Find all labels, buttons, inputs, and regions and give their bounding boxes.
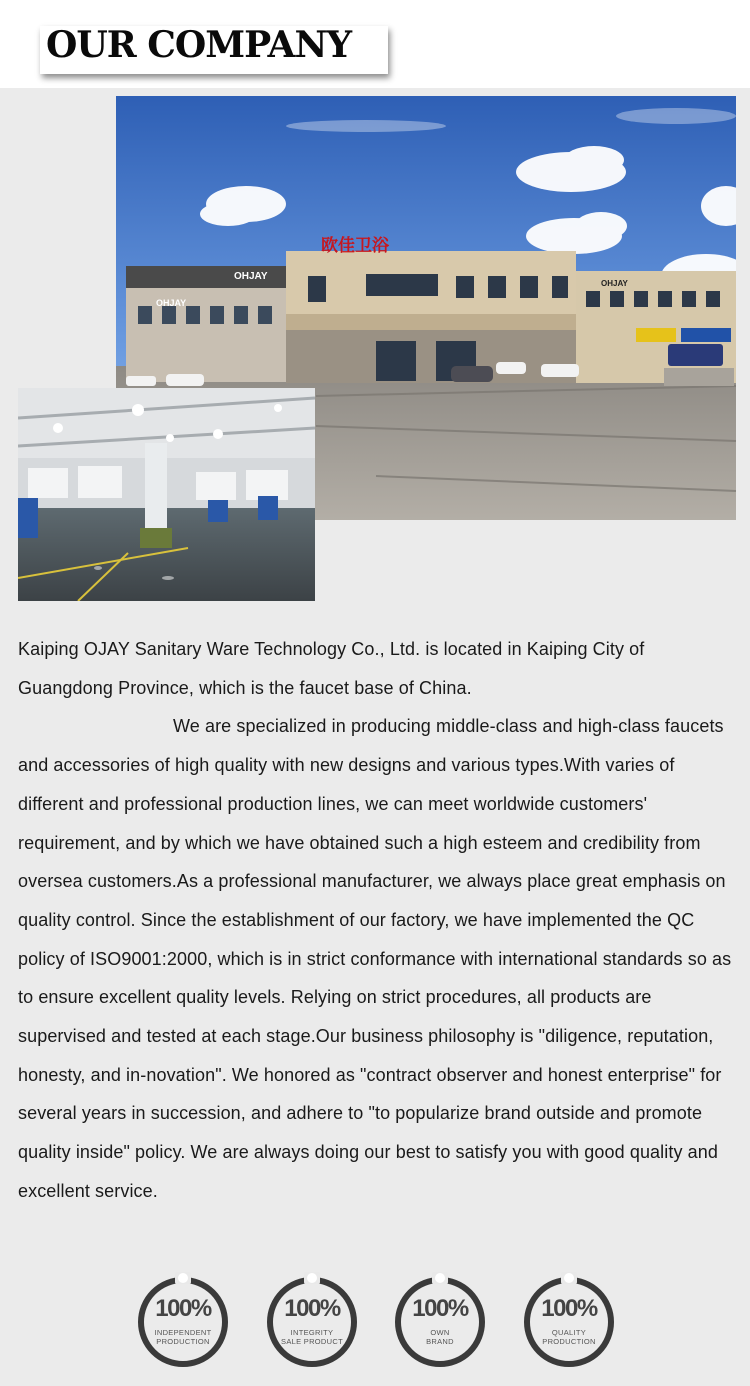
- description-paragraph-2-text: We are specialized in producing middle-class and high-class faucets and accessories of high quality with new designs and various types.With varies of different and professional production lines, we can meet worldwide customers' requirement, and by which we have obtained such a high esteem and credibility from oversea customers.As a professional manufacturer, we always place great emphasis on quality control. Since the establishment of our factory, we have implemented the QC policy of ISO9001:2000, which is in strict conformance with international standards so as to ensure excellent quality levels. Relying on strict procedures, all products are supervised and tested at each stage.Our business philosophy is "diligence, reputation, honesty, and in-novation". We honored as "contract observer and honest enterprise" for several years in succession, and adhere to "to popularize brand outside and promote quality inside" policy. We are always doing our best to satisfy you with good quality and excellent service.: [18, 716, 732, 1201]
- badge-percent: 100%: [155, 1295, 211, 1322]
- description-paragraph-2: [18, 707, 740, 1210]
- page-title: OUR COMPANY: [46, 24, 352, 66]
- badge-label-line2: SALE PRODUCT: [281, 1337, 343, 1346]
- badge-percent: 100%: [284, 1295, 340, 1322]
- badge-label-line1: INTEGRITY: [290, 1328, 334, 1337]
- badge-quality-production: [519, 1268, 619, 1368]
- description-paragraph-1: Kaiping OJAY Sanitary Ware Technology Co., Ltd. is located in Kaiping City of Guangdong Province, which is the faucet base of China.: [18, 639, 645, 698]
- building-sign-right: OHJAY: [601, 279, 628, 288]
- badge-label-line1: OWN: [430, 1328, 450, 1337]
- building-sign-left: OHJAY: [156, 298, 187, 308]
- feature-badges: [0, 1268, 750, 1378]
- badge-label-line2: PRODUCTION: [156, 1337, 210, 1346]
- building-sign-middle: OHJAY: [234, 271, 268, 282]
- building-sign-chinese: 欧佳卫浴: [321, 236, 389, 256]
- badge-label-line1: QUALITY: [551, 1328, 587, 1337]
- badge-integrity-sale-product: [262, 1268, 362, 1368]
- badge-percent: 100%: [541, 1295, 597, 1322]
- badge-label-line2: PRODUCTION: [542, 1337, 596, 1346]
- badge-own-brand: [390, 1268, 490, 1368]
- badge-label-line1: INDEPENDENT: [154, 1328, 212, 1337]
- company-description: [18, 630, 740, 1211]
- badge-percent: 100%: [412, 1295, 468, 1322]
- factory-floor-photo: [18, 388, 315, 601]
- badge-label-line2: BRAND: [426, 1337, 454, 1346]
- badge-independent-production: [133, 1268, 233, 1368]
